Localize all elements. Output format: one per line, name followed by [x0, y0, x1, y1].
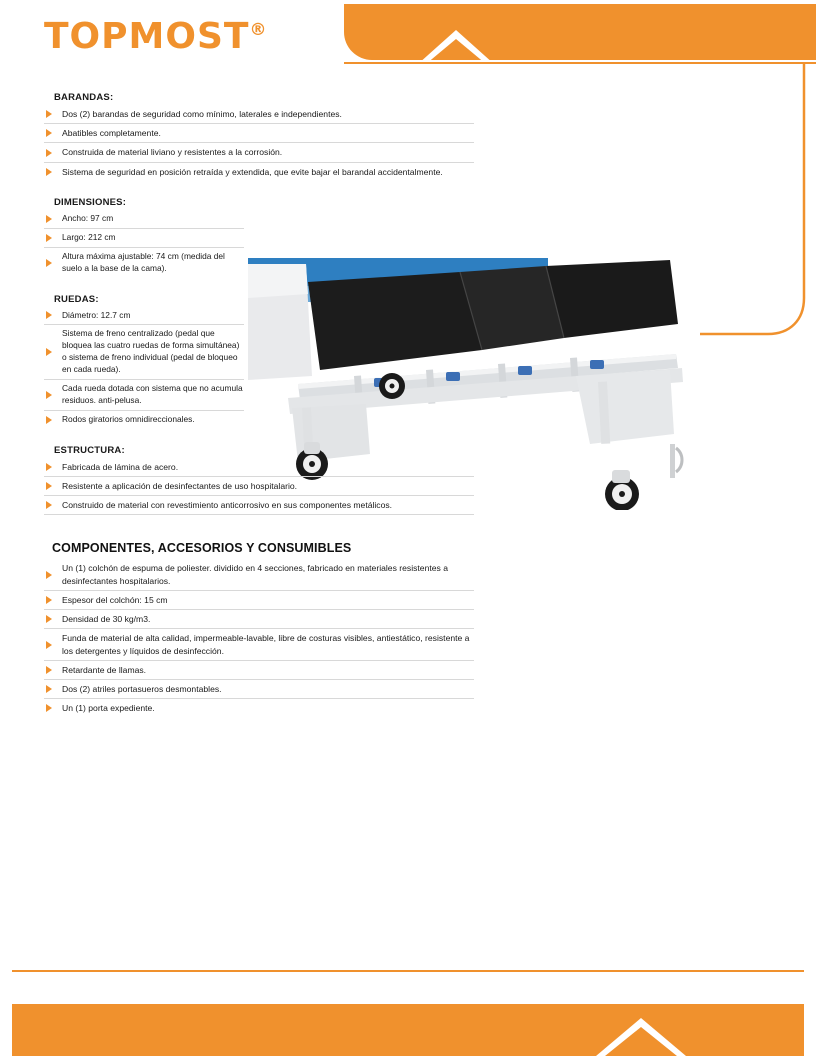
- page-header: [0, 0, 816, 72]
- list-item: [44, 325, 244, 380]
- list-item: [44, 380, 244, 411]
- section-ruedas: [44, 288, 244, 429]
- bullet-arrow-icon: [46, 416, 52, 424]
- list-item: [44, 496, 474, 515]
- list-item: [44, 477, 474, 496]
- list-item: [44, 143, 474, 162]
- spacer: [44, 429, 474, 439]
- list-item-text: Densidad de 30 kg/m3.: [62, 614, 151, 625]
- bullet-arrow-icon: [46, 149, 52, 157]
- bullet-arrow-icon: [46, 391, 52, 399]
- list-item-text: Un (1) colchón de espuma de poliester. dividido en 4 secciones, fabricado en materiales resistentes a desinfectantes hospitalarios.: [62, 563, 448, 586]
- list-item: [44, 458, 474, 477]
- list-item-text: Un (1) porta expediente.: [62, 703, 155, 714]
- bullet-arrow-icon: [46, 666, 52, 674]
- list-item: [44, 629, 474, 660]
- list-item-text: Sistema de seguridad en posición retraída y extendida, que evite bajar el barandal accidentalmente.: [62, 166, 443, 177]
- list-item-text: Retardante de llamas.: [62, 664, 147, 675]
- bullet-arrow-icon: [46, 596, 52, 604]
- bullet-arrow-icon: [46, 685, 52, 693]
- brand-logo: [44, 16, 266, 57]
- list-item-text: Dos (2) barandas de seguridad como mínimo, laterales e independientes.: [62, 109, 342, 119]
- bullet-arrow-icon: [46, 259, 52, 267]
- section-barandas: [44, 86, 474, 181]
- list-item-text: Resistente a aplicación de desinfectantes de uso hospitalario.: [62, 481, 298, 492]
- section-title: DIMENSIONES:: [54, 196, 127, 208]
- list-item-text: Ancho: 97 cm: [62, 212, 114, 223]
- section-title: ESTRUCTURA:: [54, 444, 125, 456]
- document-content: [44, 86, 474, 717]
- list-item: [44, 210, 244, 229]
- bullet-arrow-icon: [46, 168, 52, 176]
- list-item-text: Diámetro: 12.7 cm: [62, 309, 131, 320]
- bullet-arrow-icon: [46, 463, 52, 471]
- list-item: [44, 411, 244, 429]
- bullet-arrow-icon: [46, 234, 52, 242]
- spacer: [44, 181, 474, 191]
- list-item: [44, 248, 244, 278]
- bullet-arrow-icon: [46, 615, 52, 623]
- chevron-up-icon: [596, 1018, 686, 1056]
- bullet-arrow-icon: [46, 482, 52, 490]
- bullet-arrow-icon: [46, 501, 52, 509]
- bullet-arrow-icon: [46, 348, 52, 356]
- list-item-text: Fabricada de lámina de acero.: [62, 461, 179, 472]
- list-item-text: Construido de material con revestimiento anticorrosivo en sus componentes metálicos.: [62, 500, 393, 511]
- list-item: [44, 124, 474, 143]
- list-item-text: Largo: 212 cm: [62, 231, 116, 242]
- list-item: [44, 699, 474, 717]
- list-item: [44, 307, 244, 326]
- bullet-arrow-icon: [46, 129, 52, 137]
- list-item: [44, 610, 474, 629]
- spacer: [44, 278, 474, 288]
- chevron-up-icon: [418, 30, 494, 64]
- registered-mark: ®: [249, 20, 267, 40]
- header-curve-decoration: [700, 62, 816, 352]
- bullet-arrow-icon: [46, 311, 52, 319]
- list-item-text: Espesor del colchón: 15 cm: [62, 594, 168, 605]
- section-title: BARANDAS:: [54, 92, 114, 103]
- brand-name: TOPMOST: [44, 16, 250, 57]
- list-item-text: Construida de material liviano y resistentes a la corrosión.: [62, 147, 283, 158]
- list-item: [44, 105, 474, 124]
- list-item: [44, 559, 474, 590]
- bullet-arrow-icon: [46, 704, 52, 712]
- section-title: RUEDAS:: [54, 293, 99, 305]
- list-item-text: Altura máxima ajustable: 74 cm (medida del suelo a la base de la cama).: [62, 250, 225, 273]
- list-item: [44, 163, 474, 181]
- section-componentes: [44, 541, 474, 717]
- list-item-text: Dos (2) atriles portasueros desmontables.: [62, 683, 222, 694]
- section-estructura: [44, 439, 474, 516]
- components-heading: COMPONENTES, ACCESORIOS Y CONSUMIBLES: [52, 541, 352, 556]
- list-item: [44, 229, 244, 248]
- bullet-arrow-icon: [46, 641, 52, 649]
- bullet-arrow-icon: [46, 215, 52, 223]
- list-item: [44, 680, 474, 699]
- list-item-text: Sistema de freno centralizado (pedal que bloquea las cuatro ruedas de forma simultánea) o sistema de freno individual (pedal de bloqueo en cada rueda).: [62, 328, 240, 375]
- list-item-text: Cada rueda dotada con sistema que no acumula residuos. anti-pelusa.: [62, 383, 243, 406]
- footer-divider: [12, 970, 804, 972]
- header-orange-block: [344, 4, 816, 60]
- list-item: [44, 661, 474, 680]
- bullet-arrow-icon: [46, 110, 52, 118]
- list-item: [44, 591, 474, 610]
- section-dimensiones: [44, 191, 244, 278]
- list-item-text: Funda de material de alta calidad, impermeable-lavable, libre de costuras visibles, antiestático, resistente a los detergentes y líquidos de desinfección.: [62, 633, 470, 656]
- bullet-arrow-icon: [46, 571, 52, 579]
- list-item-text: Rodos giratorios omnidireccionales.: [62, 413, 195, 424]
- list-item-text: Abatibles completamente.: [62, 128, 161, 139]
